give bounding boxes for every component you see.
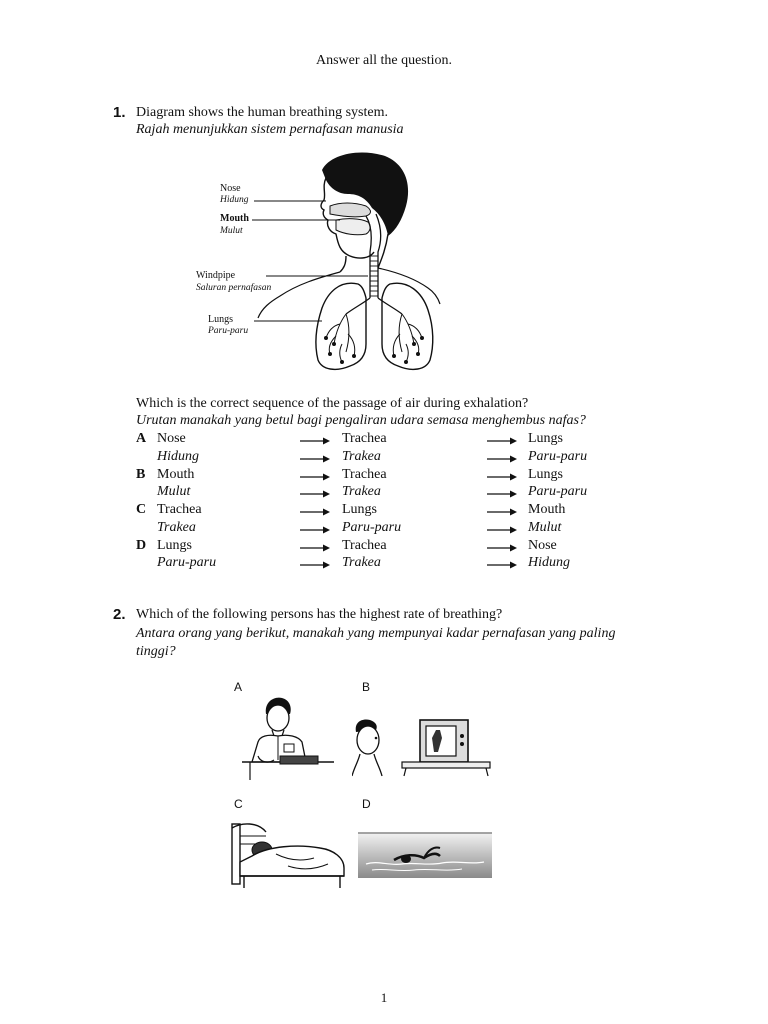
option-b-ms-step-2: Trakea: [342, 484, 381, 499]
arrow-icon: [300, 522, 330, 540]
boy-watching-tv-icon: [352, 716, 492, 778]
left-lung: [316, 283, 366, 369]
arrow-icon: [487, 504, 517, 522]
picture-b-label: B: [362, 680, 371, 694]
option-b-en-step-2: Trachea: [342, 466, 387, 482]
page-number: 1: [380, 990, 388, 1005]
person-swimming-icon: [358, 832, 492, 878]
label-mulut: Mulut: [220, 226, 243, 236]
question-2-stem-ms-line2: tinggi?: [136, 644, 176, 659]
label-hidung: Hidung: [220, 195, 249, 205]
label-nose: Nose: [220, 183, 241, 194]
label-windpipe: Windpipe: [196, 270, 236, 281]
label-lungs: Lungs: [208, 314, 233, 325]
option-c-ms-step-3: Mulut: [528, 519, 562, 535]
arrow-icon: [487, 433, 517, 451]
arrow-icon: [487, 540, 517, 558]
question-1-prompt-en: Which is the correct sequence of the passage of air during exhalation?: [136, 396, 529, 411]
option-letter-c: C: [136, 502, 147, 517]
question-2-stem-en: Which of the following persons has the highest rate of breathing?: [136, 607, 503, 622]
nasal-cavity: [330, 203, 371, 217]
option-letter-a: A: [136, 431, 147, 446]
option-c-ms-step-1: Trakea: [157, 519, 196, 535]
option-a-en-step-1: Nose: [157, 431, 186, 446]
oral-cavity: [336, 219, 370, 235]
arrow-icon: [487, 522, 517, 540]
question-1-stem-ms: Rajah menunjukkan sistem pernafasan manusia: [136, 122, 404, 137]
option-c-en-step-2: Lungs: [342, 502, 377, 517]
arrow-icon: [487, 469, 517, 487]
arrow-icon: [300, 557, 330, 575]
option-d-en-step-1: Lungs: [157, 537, 192, 553]
arrow-icon: [487, 486, 517, 504]
option-d-ms-step-1: Paru-paru: [157, 555, 217, 570]
option-d-en-step-2: Trachea: [342, 537, 387, 553]
arrow-icon: [300, 504, 330, 522]
label-mouth: Mouth: [220, 213, 249, 224]
arrow-icon: [487, 451, 517, 469]
right-lung: [382, 283, 433, 369]
arrow-icon: [300, 469, 330, 487]
option-a-en-step-3: Lungs: [528, 431, 563, 446]
label-paru-paru: Paru-paru: [208, 326, 249, 336]
trachea-rings: [370, 256, 378, 296]
question-1-number: 1.: [113, 104, 126, 121]
option-a-ms-step-1: Hidung: [157, 448, 199, 464]
option-a-ms-step-2: Trakea: [342, 448, 381, 464]
option-a-ms-step-3: Paru-paru: [528, 448, 588, 464]
label-saluran-pernafasan: Saluran pernafasan: [196, 283, 272, 293]
option-letter-b: B: [136, 466, 146, 482]
option-a-en-step-2: Trachea: [342, 431, 387, 446]
arrow-icon: [300, 486, 330, 504]
arrow-icon: [300, 451, 330, 469]
boy-at-desk-icon: [240, 696, 336, 782]
picture-a-label: A: [234, 680, 243, 694]
picture-c-label: C: [234, 797, 243, 811]
option-b-ms-step-3: Paru-paru: [528, 484, 588, 499]
option-b-en-step-3: Lungs: [528, 466, 563, 482]
question-2-number: 2.: [113, 606, 126, 623]
option-c-en-step-3: Mouth: [528, 502, 566, 517]
option-d-en-step-3: Nose: [528, 537, 557, 553]
option-letter-d: D: [136, 537, 147, 553]
option-d-ms-step-3: Hidung: [528, 555, 570, 570]
question-2-stem-ms-line1: Antara orang yang berikut, manakah yang mempunyai kadar pernafasan yang paling: [136, 626, 616, 641]
option-b-en-step-1: Mouth: [157, 466, 195, 482]
option-c-en-step-1: Trachea: [157, 502, 202, 517]
option-d-ms-step-2: Trakea: [342, 555, 381, 570]
arrow-icon: [300, 433, 330, 451]
picture-d-label: D: [362, 797, 371, 811]
option-c-ms-step-2: Paru-paru: [342, 519, 402, 535]
arrow-icon: [300, 540, 330, 558]
question-1-prompt-ms: Urutan manakah yang betul bagi pengaliran udara semasa menghembus nafas?: [136, 413, 586, 428]
option-b-ms-step-1: Mulut: [157, 484, 191, 499]
person-sleeping-icon: [228, 818, 348, 890]
page-instruction: Answer all the question.: [315, 53, 453, 68]
arrow-icon: [487, 557, 517, 575]
question-1-stem-en: Diagram shows the human breathing system.: [136, 105, 388, 120]
